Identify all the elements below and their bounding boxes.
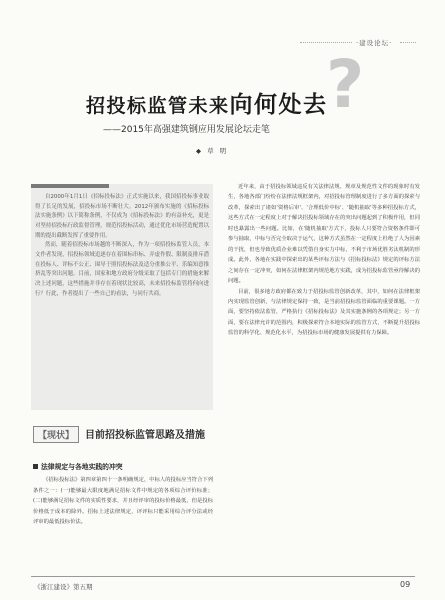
- body-paragraph: 《招标投标法》第四章第四十一条明确规定，中标人的投标应当符合下列条件之一：(一)能够最大限度地满足招标文件中规定的各项综合评价标准；(二)能够满足招标文件的实质性要求，并且经评审的投标价格最低，但是投标价格低于成本的除外。招标上述法律规定，评评标只能采用综合评分法或经评审的最低投标价法。: [33, 477, 213, 525]
- body-left-column: [33, 475, 213, 528]
- body-right-column: [228, 182, 420, 339]
- section-tag: ·建设论坛·: [356, 39, 393, 47]
- body-paragraph: 近年来，由于招投标领域违反有关法律法规、规章及规范性文件的现象时有发生，各地各部门纷纷在法律法规框架内，对招投标管理制度进行了多方面的探索与改革，探索出了诸如'资格后审'、'合理低价中标'、'随机抽取'等多种招投标方式，这些方式在一定程度上对于解决招投标领域存在的突出问题起到了积极作用，但同时也暴露出一些问题。比如，在'随机抽取'方式下，投标人只要符合资格条件即可参与抽取，中标与否完全取决于运气，这种方式虽然在一定程度上杜绝了人为因素的干扰，但也导致优质企业难以凭借自身实力中标，不利于市场优胜劣汰机制的形成。此外，各地在实践中探索出的某些评标方法与《招标投标法》规定的评标方法之间存在一定冲突，如何在法律框架内规范地方实践，成为招投标监管亟待解决的问题。: [228, 184, 420, 285]
- square-bullet-icon: [33, 464, 38, 469]
- subheading-text: 法律规定与各地实践的冲突: [41, 463, 123, 471]
- title-part-2: 向何处去: [229, 92, 328, 118]
- section-tag-rule-right: [400, 42, 416, 43]
- page-number: 09: [400, 580, 411, 589]
- lead-text: [35, 193, 209, 299]
- section-heading-text: 目前招投标监管思路及措施: [85, 430, 206, 441]
- lead-paragraph: 自2000年1月1日《招标投标法》正式实施以来，我国招投标事业取得了长足的发展，招投标市场不断壮大。2012年颁布实施的《招标投标法实施条例》以下简称条例，不仅成为《招标投标法》的有益补充，更是对坚持招投标行政监督管理，规范招投标活动，通过优化市场营造配置以期的提出截断发挥了重要作用。: [35, 194, 209, 239]
- footer-rule: [31, 576, 415, 577]
- section-heading-tag: 【现状】: [33, 426, 79, 443]
- lead-box-accent-bar: [31, 184, 109, 188]
- author-byline: ◆ 草 明: [196, 147, 229, 155]
- lead-paragraph: 然而，随着招投标市场越的不断深入，作为一项招投标监管人员，本文作者发现，招投标领域追逐存在着围标串标、弄虚作假、限制及排斥潜在投标人、评标不公正、围导于照招投标法及适分重推公平、乐编知意推挤乱等突出问题。目前，国家和地方政府分级采取了包括专门的措施来解决上述问题，这些措施并非存在着现状比较高，未来招投标监管将何向进行？行此，作者提出了一些自己的看法，与同行共商。: [35, 242, 209, 297]
- section-heading: [33, 426, 205, 443]
- article-title: [86, 86, 328, 119]
- footer-publication: 《浙江建设》第五期: [34, 583, 93, 591]
- question-mark-graphic: ?: [326, 46, 365, 123]
- subheading: [33, 461, 123, 471]
- article-subtitle: ——2015年高强建筑钢应用发展论坛走笔: [103, 125, 270, 135]
- body-paragraph: 目前，很多地方政府都在致力于招投标监管创新改革，其中，如何在法律框架内实现监管创新，与法律规定保持一致，是当前招投标监管面临的重要课题。一方面，要坚持依法监管，严格执行《招标投标法》及其实施条例的各项规定；另一方面，要在法律允许的范围内，积极探索符合本地实际的监管方式，不断提升招投标监管的科学化、规范化水平，为招投标市场的健康发展提供有力保障。: [228, 288, 420, 337]
- title-part-1: 招投标监管未来: [86, 95, 230, 117]
- section-tag-rule-left: [300, 42, 352, 43]
